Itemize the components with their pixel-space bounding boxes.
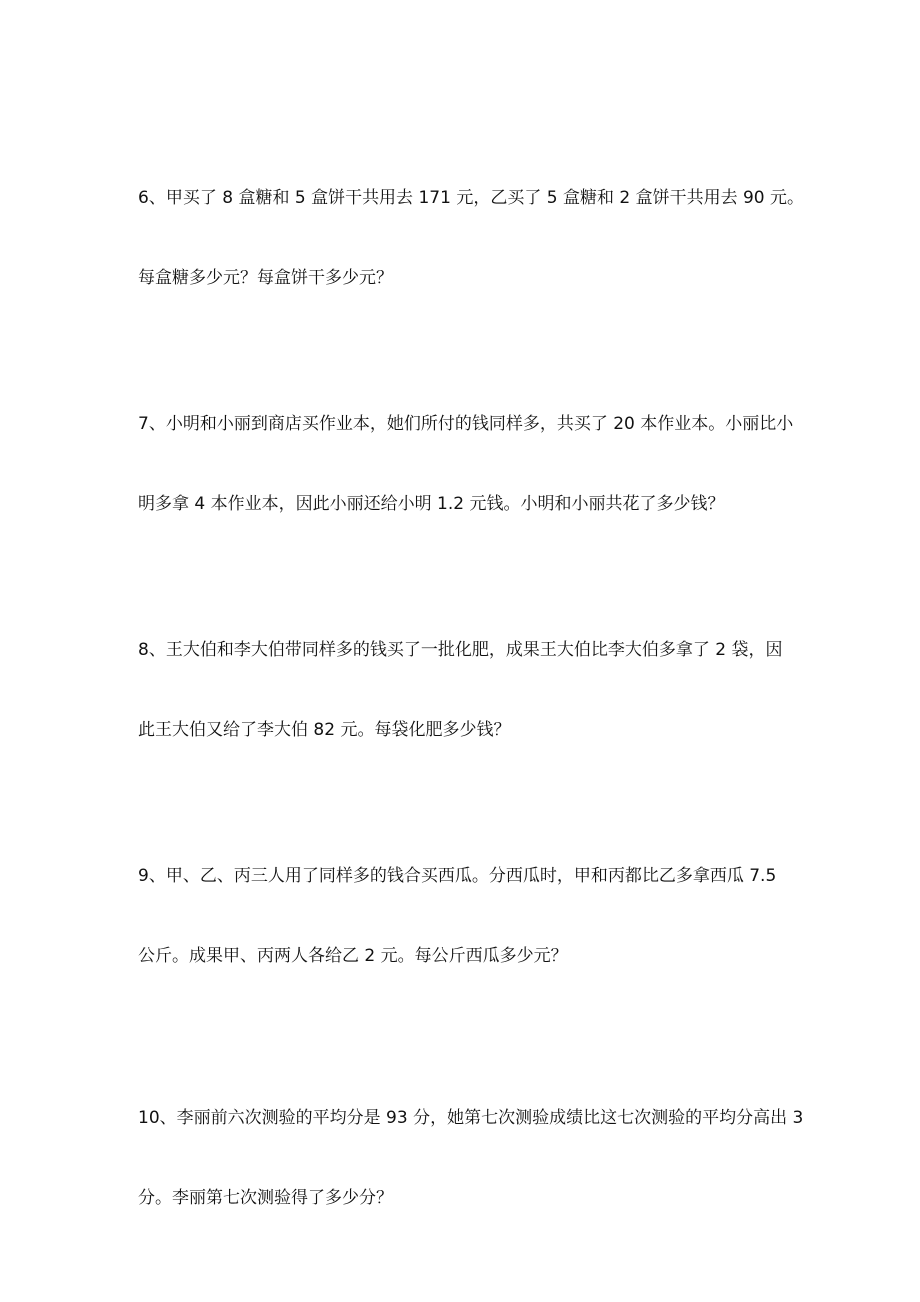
problem-10-line-1: 10、李丽前六次测验的平均分是 93 分，她第七次测验成绩比这七次测验的平均分高出 3 xyxy=(138,1108,804,1128)
problem-7 xyxy=(138,412,798,516)
problem-10-line-2: 分。李丽第七次测验得了多少分？ xyxy=(138,1188,393,1208)
problem-9-line-2: 公斤。成果甲、丙两人各给乙 2 元。每公斤西瓜多少元？ xyxy=(138,946,568,966)
problem-8 xyxy=(138,638,798,742)
problem-10 xyxy=(138,1106,804,1210)
problem-7-line-1: 7、小明和小丽到商店买作业本，她们所付的钱同样多，共买了 20 本作业本。小丽比小 xyxy=(138,414,794,434)
problem-8-line-1: 8、王大伯和李大伯带同样多的钱买了一批化肥，成果王大伯比李大伯多拿了 2 袋，因 xyxy=(138,640,783,660)
problem-9 xyxy=(138,864,798,968)
problem-6 xyxy=(138,186,805,290)
problem-9-line-1: 9、甲、乙、丙三人用了同样多的钱合买西瓜。分西瓜时，甲和丙都比乙多拿西瓜 7.5 xyxy=(138,866,777,886)
problem-6-line-2: 每盒糖多少元？每盒饼干多少元？ xyxy=(138,268,393,288)
problem-8-line-2: 此王大伯又给了李大伯 82 元。每袋化肥多少钱？ xyxy=(138,720,511,740)
problem-7-line-2: 明多拿 4 本作业本，因此小丽还给小明 1.2 元钱。小明和小丽共花了多少钱？ xyxy=(138,494,725,514)
problem-6-line-1: 6、甲买了 8 盒糖和 5 盒饼干共用去 171 元，乙买了 5 盒糖和 2 盒饼干共用去 90 元。 xyxy=(138,188,805,208)
